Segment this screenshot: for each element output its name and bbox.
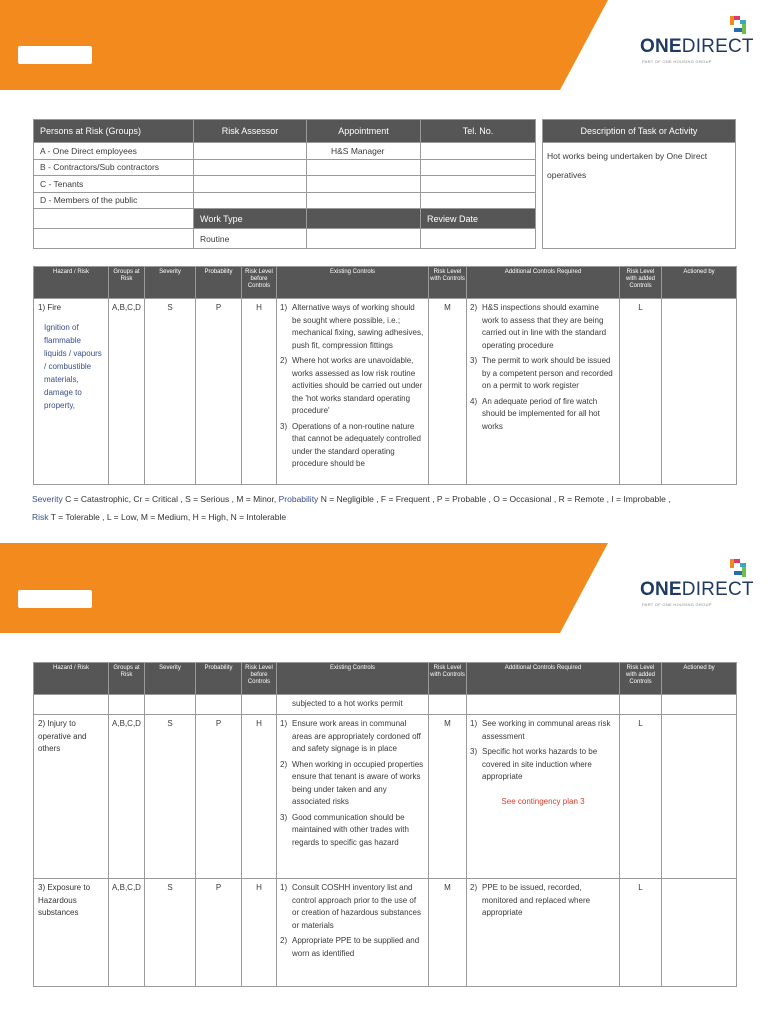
probability-cell: P (196, 715, 242, 879)
review-date-label: Review Date (421, 209, 536, 229)
list-item: 1) See working in communal areas risk assessment (470, 719, 611, 741)
task-description-table (542, 119, 736, 249)
legend-line-1: Severity C = Catastrophic, Cr = Critical , S = Serious , M = Minor, Probability N = Negligible , F = Frequent , P = Probable , O = Occasional , R = Remote , I = Improbable , (32, 494, 671, 504)
severity-cell: S (145, 715, 196, 879)
header-risk-assessor: Risk Assessor (194, 120, 307, 143)
header-risk-added: Risk Level with added Controls (620, 267, 662, 299)
contingency-plan-note: See contingency plan 3 (501, 796, 585, 806)
existing-controls-cell (277, 715, 429, 879)
existing-controls-cell (277, 299, 429, 485)
logo-wordmark: ONEDIRECT (640, 36, 754, 57)
tel-cell (421, 143, 536, 160)
probability-cell: P (196, 879, 242, 987)
groups-cell: A,B,C,D (109, 715, 145, 879)
risk-added-cell: L (620, 715, 662, 879)
list-item: 1) Ensure work areas in communal areas are appropriately cordoned off and safety signage is in place (280, 719, 421, 753)
page2-banner (0, 543, 768, 633)
existing-controls-cell (277, 879, 429, 987)
actioned-by-cell (662, 299, 737, 485)
hazard-title: 3) Exposure to Hazardous substances (38, 883, 91, 917)
list-item: 2) H&S inspections should examine work to assess that they are being carried out in line with the standard operating procedure (470, 303, 607, 350)
onedirect-logo (640, 557, 756, 617)
hazard-cell (34, 299, 109, 485)
header-severity: Severity (145, 663, 196, 695)
actioned-by-cell (662, 715, 737, 879)
header-risk-added: Risk Level with added Controls (620, 663, 662, 695)
header-risk-before: Risk Level before Controls (242, 267, 277, 299)
risk-added-cell: L (620, 299, 662, 485)
group-d: D - Members of the public (34, 192, 194, 209)
risk-with-cell: M (429, 715, 467, 879)
risk-before-cell: H (242, 299, 277, 485)
continuation-text: subjected to a hot works permit (277, 695, 429, 715)
hazard-title: 2) Injury to operative and others (38, 719, 87, 753)
actioned-by-cell (662, 879, 737, 987)
risk-added-cell: L (620, 879, 662, 987)
list-item: 3) The permit to work should be issued by a competent person and recorded on a permit to work register (470, 356, 613, 390)
logo-mark-icon (728, 557, 750, 579)
header-persons-at-risk: Persons at Risk (Groups) (34, 120, 194, 143)
additional-controls-cell (467, 299, 620, 485)
list-item: 2) When working in occupied properties ensure that tenant is aware of works being under taken and any associated risks (280, 759, 424, 806)
severity-cell: S (145, 879, 196, 987)
persons-at-risk-table (33, 119, 536, 249)
groups-cell: A,B,C,D (109, 879, 145, 987)
work-type-label: Work Type (194, 209, 307, 229)
list-item: 2) PPE to be issued, recorded, monitored and replaced where appropriate (470, 883, 591, 917)
group-c: C - Tenants (34, 176, 194, 193)
severity-cell: S (145, 299, 196, 485)
risk-legend (32, 492, 722, 524)
work-type-value: Routine (194, 229, 307, 249)
probability-cell: P (196, 299, 242, 485)
header-appointment: Appointment (307, 120, 421, 143)
additional-controls-cell (467, 879, 620, 987)
header-severity: Severity (145, 267, 196, 299)
header-groups: Groups at Risk (109, 267, 145, 299)
risk-table-page2 (33, 662, 737, 987)
header-hazard: Hazard / Risk (34, 267, 109, 299)
risk-with-cell: M (429, 879, 467, 987)
description-text: Hot works being undertaken by One Direct operatives (543, 143, 736, 249)
risk-with-cell: M (429, 299, 467, 485)
list-item: 3) Operations of a non-routine nature that cannot be adequately controlled under the standard operating procedure should be (280, 421, 421, 468)
header-probability: Probability (196, 267, 242, 299)
list-item: 1) Alternative ways of working should be sought where possible, i.e.; mechanical fixing, sawing adhesives, push fit, compression fittings (280, 303, 424, 350)
additional-controls-cell (467, 715, 620, 879)
group-a: A - One Direct employees (34, 143, 194, 160)
risk-assessor-cell (194, 143, 307, 160)
hazard-description: Ignition of flammable liquids / vapours / combustible materials, damage to property, (44, 322, 102, 410)
hazard-title: 1) Fire (38, 303, 62, 312)
onedirect-logo (640, 14, 756, 74)
list-item: 4) An adequate period of fire watch should be implemented for all hot works (470, 396, 600, 431)
hazard-cell (34, 715, 109, 879)
list-item: 3) Specific hot works hazards to be covered in site induction where appropriate (470, 747, 598, 781)
header-probability: Probability (196, 663, 242, 695)
header-label-block (18, 590, 92, 608)
list-item: 2) Where hot works are unavoidable, works assessed as low risk routine activities should be carried out under the 'hot works standard operating procedure' (280, 356, 423, 415)
legend-line-2: Risk T = Tolerable , L = Low, M = Medium, H = High, N = Intolerable (32, 512, 287, 522)
groups-cell: A,B,C,D (109, 299, 145, 485)
risk-before-cell: H (242, 715, 277, 879)
group-b: B - Contractors/Sub contractors (34, 159, 194, 176)
risk-table-page1 (33, 266, 737, 485)
header-existing: Existing Controls (277, 267, 429, 299)
page1-banner (0, 0, 768, 90)
logo-wordmark: ONEDIRECT (640, 579, 754, 600)
header-actioned: Actioned by (662, 663, 737, 695)
header-risk-before: Risk Level before Controls (242, 663, 277, 695)
header-risk-with: Risk Level with Controls (429, 267, 467, 299)
header-description: Description of Task or Activity (543, 120, 736, 143)
header-existing: Existing Controls (277, 663, 429, 695)
risk-before-cell: H (242, 879, 277, 987)
header-additional: Additional Controls Required (467, 663, 620, 695)
hazard-cell (34, 879, 109, 987)
list-item: 1) Consult COSHH inventory list and control approach prior to the use of or creation of hazardous substances or materials (280, 883, 421, 930)
header-additional: Additional Controls Required (467, 267, 620, 299)
header-risk-with: Risk Level with Controls (429, 663, 467, 695)
header-tel-no: Tel. No. (421, 120, 536, 143)
list-item: 3) Good communication should be maintained with other trades with regards to specific gas hazard (280, 812, 409, 847)
appointment-cell: H&S Manager (307, 143, 421, 160)
logo-mark-icon (728, 14, 750, 36)
header-hazard: Hazard / Risk (34, 663, 109, 695)
list-item: 2) Appropriate PPE to be supplied and worn as identified (280, 936, 420, 958)
header-label-block (18, 46, 92, 64)
header-groups: Groups at Risk (109, 663, 145, 695)
logo-tagline: PART OF ONE HOUSING GROUP (642, 59, 712, 64)
header-actioned: Actioned by (662, 267, 737, 299)
logo-tagline: PART OF ONE HOUSING GROUP (642, 602, 712, 607)
